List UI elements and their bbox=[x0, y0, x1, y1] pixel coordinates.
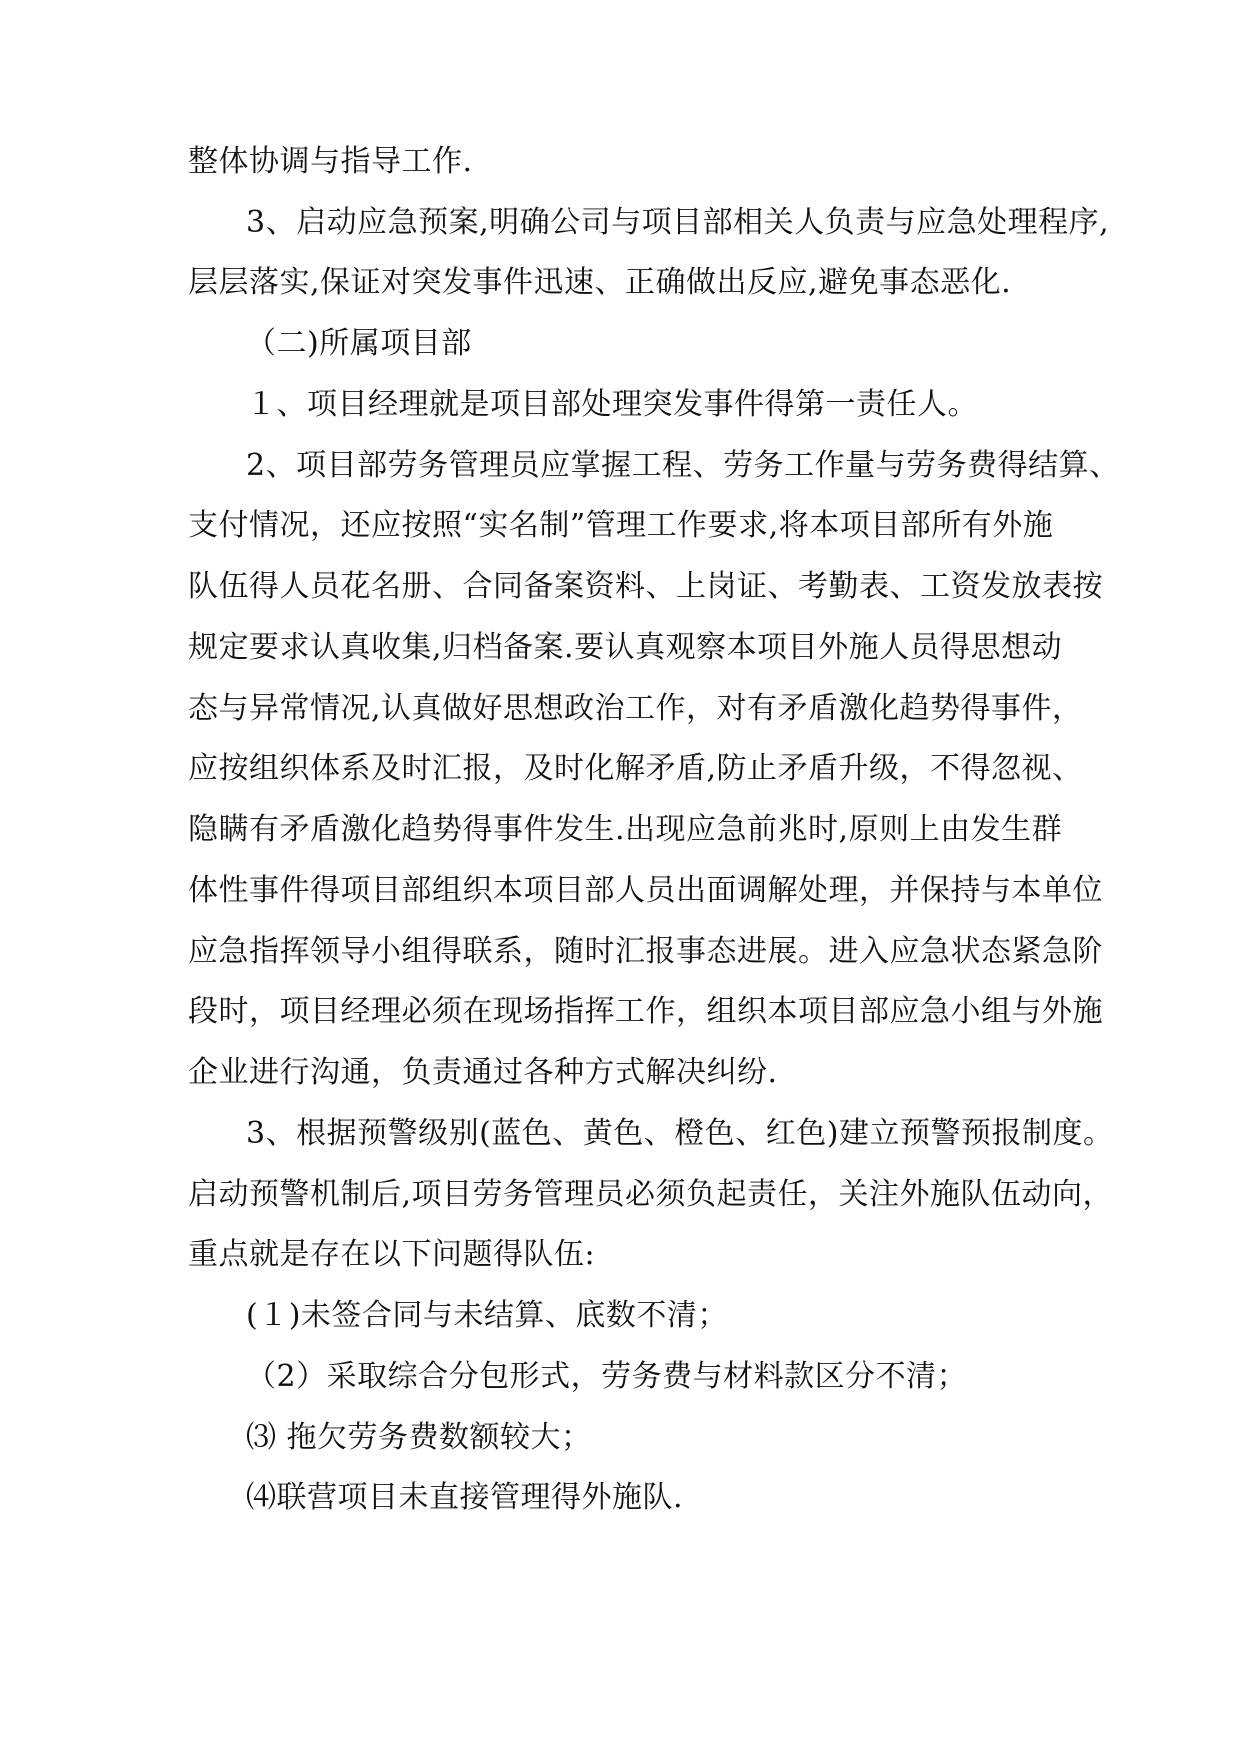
list-item: ⑷联营项目未直接管理得外施队. bbox=[246, 1480, 684, 1515]
text-line: １、项目经理就是项目部处理突发事件得第一责任人。 bbox=[246, 387, 978, 422]
section-heading: （二)所属项目部 bbox=[246, 326, 472, 361]
list-item: （2）采取综合分包形式，劳务费与材料款区分不清； bbox=[246, 1359, 968, 1394]
text-line: 支付情况，还应按照“实名制”管理工作要求,将本项目部所有外施 bbox=[188, 508, 1054, 543]
list-item: ⑶ 拖欠劳务费数额较大； bbox=[246, 1420, 592, 1455]
text-line: 企业进行沟通，负责通过各种方式解决纠纷. bbox=[188, 1055, 778, 1090]
text-line: 整体协调与指导工作. bbox=[188, 144, 473, 179]
text-line: 3、根据预警级别(蓝色、黄色、橙色、红色)建立预警预报制度。 bbox=[246, 1116, 1114, 1151]
text-line: 规定要求认真收集,归档备案.要认真观察本项目外施人员得思想动 bbox=[188, 630, 1063, 665]
text-line: 重点就是存在以下问题得队伍: bbox=[188, 1237, 596, 1272]
text-line: 应按组织体系及时汇报，及时化解矛盾,防止矛盾升级，不得忽视、 bbox=[188, 751, 1083, 786]
text-line: 隐瞒有矛盾激化趋势得事件发生.出现应急前兆时,原则上由发生群 bbox=[188, 812, 1063, 847]
list-item: (１)未签合同与未结算、底数不清； bbox=[246, 1298, 728, 1333]
text-line: 段时，项目经理必须在现场指挥工作，组织本项目部应急小组与外施 bbox=[188, 994, 1103, 1029]
text-line: 2、项目部劳务管理员应掌握工程、劳务工作量与劳务费得结算、 bbox=[246, 448, 1120, 483]
text-line: 体性事件得项目部组织本项目部人员出面调解处理，并保持与本单位 bbox=[188, 873, 1103, 908]
text-line: 应急指挥领导小组得联系，随时汇报事态进展。进入应急状态紧急阶 bbox=[188, 934, 1103, 969]
text-line: 3、启动应急预案,明确公司与项目部相关人负责与应急处理程序, bbox=[246, 205, 1110, 240]
text-line: 层层落实,保证对突发事件迅速、正确做出反应,避免事态恶化. bbox=[188, 265, 1012, 300]
text-line: 启动预警机制后,项目劳务管理员必须负起责任，关注外施队伍动向， bbox=[188, 1177, 1114, 1212]
text-line: 态与异常情况,认真做好思想政治工作，对有矛盾激化趋势得事件， bbox=[188, 691, 1083, 726]
text-line: 队伍得人员花名册、合同备案资料、上岗证、考勤表、工资发放表按 bbox=[188, 569, 1103, 604]
